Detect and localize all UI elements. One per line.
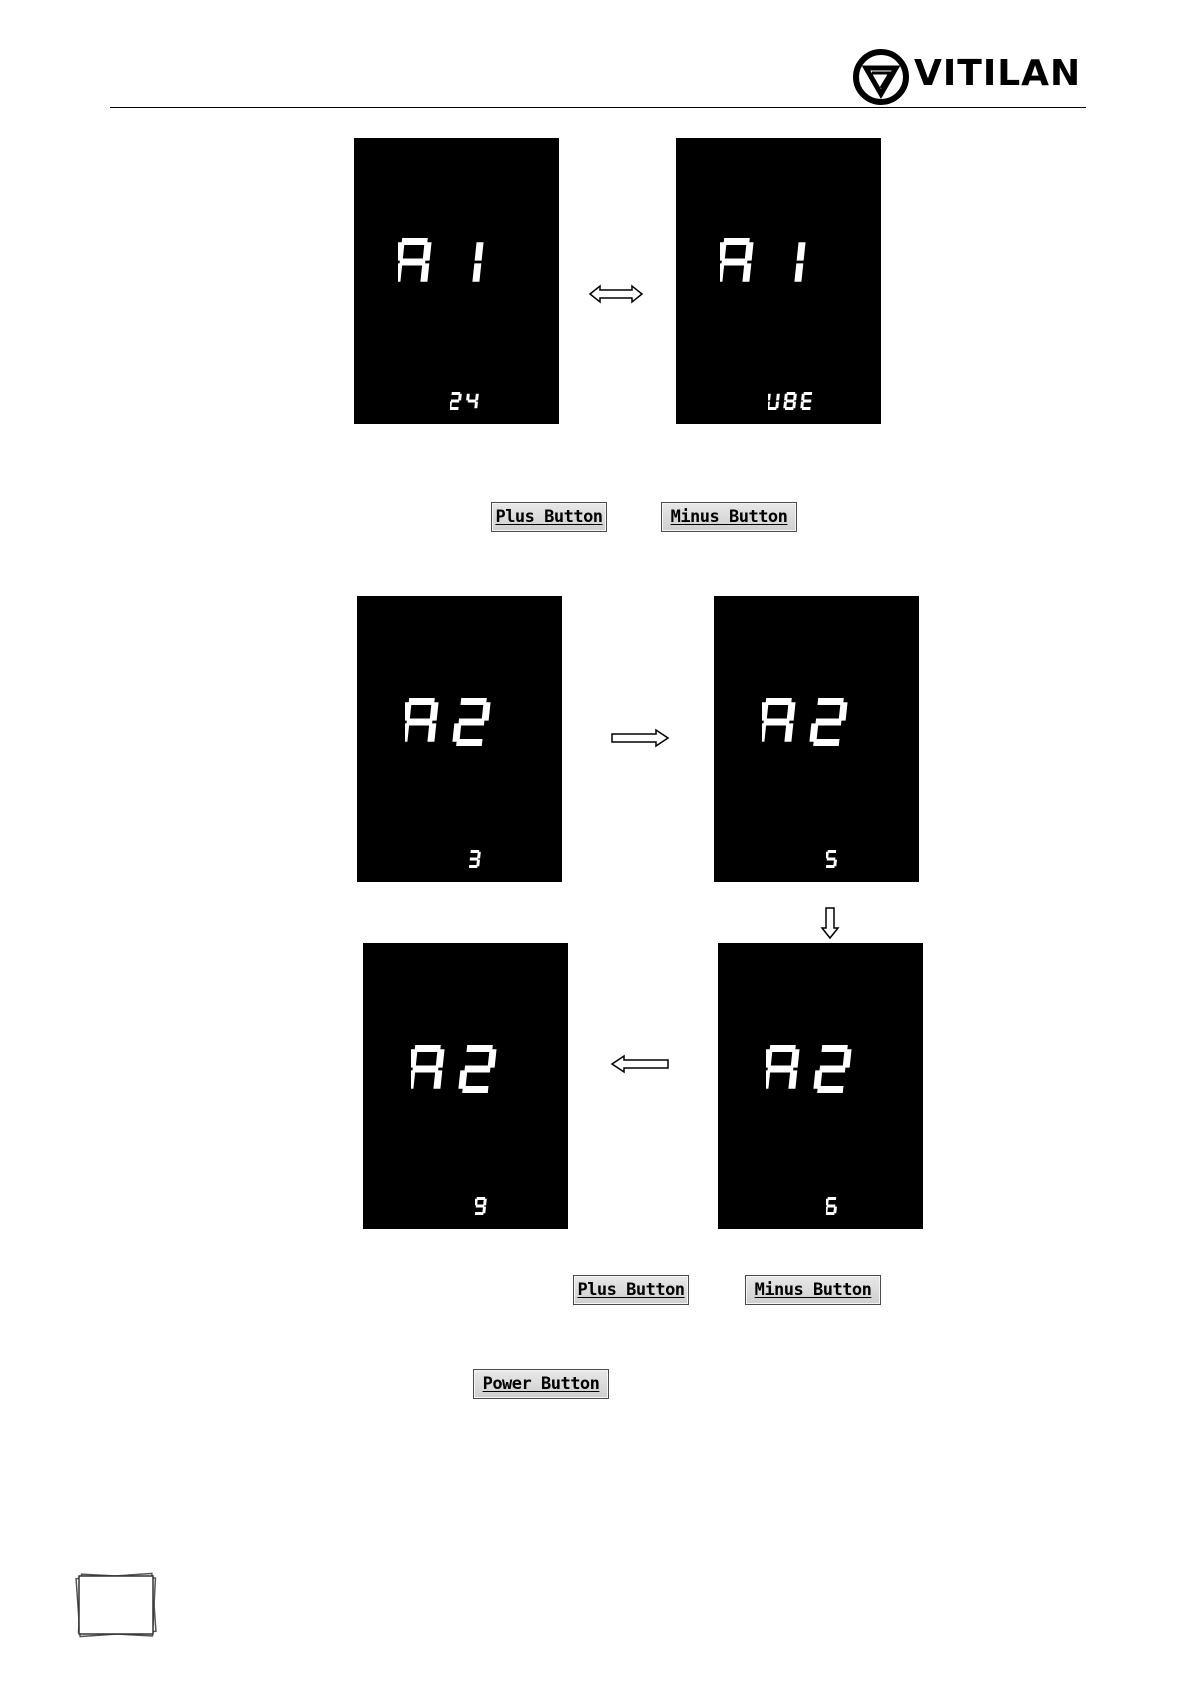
lcd-segment <box>763 719 789 726</box>
screen-small-digits <box>826 850 886 870</box>
lcd-segment <box>742 263 751 281</box>
lcd-segment <box>464 1066 490 1073</box>
screen-small-digits <box>450 392 510 412</box>
lcd-segment <box>411 1070 415 1088</box>
lcd-segment <box>474 402 478 409</box>
lcd-segment <box>776 394 780 401</box>
arrow-left-icon <box>610 1054 670 1074</box>
page-stack-icon <box>72 1568 160 1640</box>
double-arrow-icon <box>588 284 644 304</box>
lcd-segment <box>405 723 409 741</box>
power-button[interactable]: Power Button <box>473 1369 609 1399</box>
lcd-segment <box>826 865 835 868</box>
display-screen-a1-u8e <box>676 138 881 424</box>
screen-big-digits <box>762 698 852 748</box>
lcd-segment <box>450 407 459 410</box>
lcd-segment <box>813 739 839 746</box>
lcd-segment <box>794 263 803 281</box>
lcd-segment <box>469 865 478 868</box>
display-screen-a2-3 <box>357 596 562 882</box>
lcd-segment <box>788 1070 797 1088</box>
screen-big-digits <box>766 1045 856 1095</box>
screen-big-digits <box>405 698 495 748</box>
lcd-segment <box>826 852 829 859</box>
lcd-segment <box>784 394 788 401</box>
lcd-segment <box>723 238 749 245</box>
minus-button[interactable]: Minus Button <box>745 1275 881 1305</box>
triangle-swirl-logo-icon <box>852 48 910 106</box>
lcd-segment <box>769 1045 795 1052</box>
lcd-segment <box>768 394 771 401</box>
lcd-segment <box>408 698 434 705</box>
lcd-segment <box>720 263 724 281</box>
lcd-segment <box>476 1205 485 1208</box>
lcd-segment <box>817 1086 843 1093</box>
plus-button[interactable]: Plus Button <box>573 1275 689 1305</box>
display-screen-a2-6 <box>718 943 923 1229</box>
lcd-segment <box>784 723 793 741</box>
display-screen-a2-5 <box>714 596 919 882</box>
lcd-segment <box>721 259 747 266</box>
lcd-segment <box>412 1066 438 1073</box>
screen-small-digits <box>475 1197 535 1217</box>
lcd-segment <box>406 719 432 726</box>
lcd-segment <box>401 238 427 245</box>
lcd-segment <box>420 263 429 281</box>
lcd-segment <box>801 394 805 401</box>
lcd-segment <box>472 263 481 281</box>
brand-logo <box>852 46 1082 108</box>
lcd-segment <box>451 400 460 403</box>
plus-button[interactable]: Plus Button <box>491 502 607 532</box>
lcd-segment <box>398 242 405 260</box>
lcd-segment <box>456 739 482 746</box>
lcd-segment <box>827 850 836 853</box>
lcd-segment <box>833 1207 837 1214</box>
lcd-segment <box>475 242 484 260</box>
screen-small-digits <box>469 850 529 870</box>
lcd-segment <box>762 723 766 741</box>
lcd-segment <box>466 1045 492 1052</box>
lcd-segment <box>767 1066 793 1073</box>
lcd-segment <box>803 400 812 403</box>
lcd-segment <box>427 723 436 741</box>
brand-name: VITILAN <box>914 53 1082 94</box>
lcd-segment <box>458 719 484 726</box>
lcd-segment <box>815 719 841 726</box>
arrow-right-icon <box>610 728 670 748</box>
lcd-segment <box>766 1070 770 1088</box>
lcd-segment <box>766 1049 773 1067</box>
screen-big-digits <box>720 238 810 288</box>
lcd-segment <box>414 1045 440 1052</box>
lcd-segment <box>466 394 470 401</box>
lcd-segment <box>399 259 425 266</box>
lcd-segment <box>762 702 769 720</box>
lcd-segment <box>475 394 479 401</box>
minus-button[interactable]: Minus Button <box>661 502 797 532</box>
lcd-segment <box>475 1212 484 1215</box>
lcd-segment <box>405 702 412 720</box>
lcd-segment <box>462 1086 488 1093</box>
screen-big-digits <box>411 1045 501 1095</box>
lcd-segment <box>819 1066 845 1073</box>
screen-small-digits <box>768 392 828 412</box>
screen-big-digits <box>398 238 488 288</box>
lcd-segment <box>720 242 727 260</box>
lcd-segment <box>433 1070 442 1088</box>
lcd-segment <box>797 242 806 260</box>
lcd-segment <box>802 407 811 410</box>
lcd-segment <box>827 1197 836 1200</box>
display-screen-a1-24 <box>354 138 559 424</box>
screen-small-digits <box>826 1197 886 1217</box>
lcd-segment <box>460 698 486 705</box>
lcd-segment <box>803 392 812 395</box>
lcd-segment <box>817 698 843 705</box>
lcd-segment <box>821 1045 847 1052</box>
lcd-segment <box>786 400 795 403</box>
lcd-segment <box>411 1049 418 1067</box>
lcd-segment <box>475 1199 478 1206</box>
header-divider <box>110 107 1086 108</box>
lcd-segment <box>765 698 791 705</box>
lcd-segment <box>826 1212 835 1215</box>
lcd-segment <box>826 1199 829 1206</box>
lcd-segment <box>398 263 402 281</box>
display-screen-a2-9 <box>363 943 568 1229</box>
arrow-down-icon <box>820 906 840 940</box>
